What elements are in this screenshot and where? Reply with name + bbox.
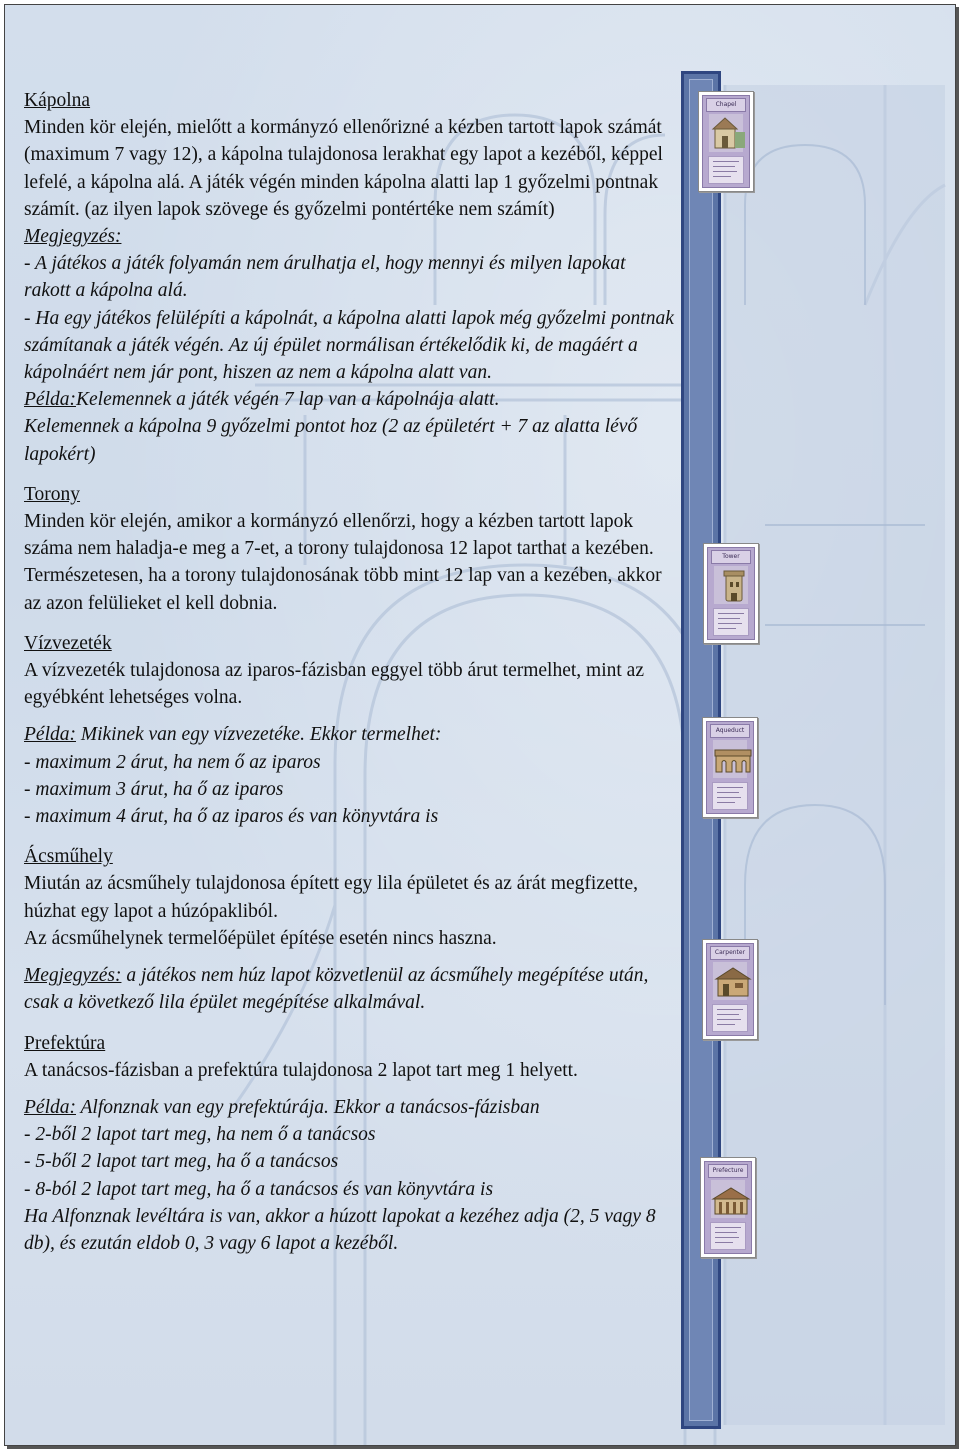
kapolna-note-label: Megjegyzés: — [24, 226, 122, 248]
kapolna-note-2 — [24, 305, 674, 387]
acsmuhely-note-text: a játékos nem húz lapot közvetlenül az ácsműhely megépítése után, csak a következő lila épület megépítése alkalmával. — [24, 965, 649, 1014]
section-title-vizvezetek: Vízvezeték — [24, 632, 112, 654]
prefecture-card — [700, 1157, 756, 1258]
vizvezetek-example-label: Példa: — [24, 724, 76, 746]
page — [4, 4, 956, 1446]
tower-card — [703, 543, 759, 644]
prefektura-item: - 2-ből 2 lapot tart meg, ha nem ő a tanácsos — [24, 1124, 376, 1146]
prefektura-body: A tanácsos-fázisban a prefektúra tulajdonosa 2 lapot tart meg 1 helyett. — [24, 1059, 578, 1081]
torony-body: Minden kör elején, amikor a kormányzó ellenőrzi, hogy a kézben tartott lapok száma nem haladja-e meg a 7-et, a torony tulajdonosa 12 lapot tarthat a kezében. Természetesen, ha a torony tulajdonosának több mint 12 lap van a kezében, akkor az azon felülieket el kell dobnia. — [24, 511, 662, 614]
prefecture-illustration-icon — [711, 1180, 745, 1218]
card-title: Tower — [711, 550, 751, 564]
acsmuhely-body-1: Miután az ácsműhely tulajdonosa épített egy lila épületet és az árát megfizette, húzhat egy lapot a húzópakliból. — [24, 873, 639, 922]
prefektura-example-label: Példa: — [24, 1096, 76, 1118]
section-title-kapolna: Kápolna — [24, 90, 91, 111]
card-title: Carpenter — [710, 946, 750, 960]
vizvezetek-example-text: Mikinek van egy vízvezetéke. — [75, 724, 305, 746]
acsmuhely-note-label: Megjegyzés: — [24, 965, 122, 987]
carpenter-illustration-icon — [713, 962, 747, 1000]
vizvezetek-item: - maximum 3 árut, ha ő az iparos — [24, 778, 284, 800]
kapolna-body: Minden kör elején, mielőtt a kormányzó ellenőrizné a kézben tartott lapok számát (maximum 7 vagy 12), a kápolna tulajdonosa lerakhat egy lapot a kezéből, képpel lefelé, a kápolna alá. A játék végén minden kápolna alatti lap 1 győzelmi pontnak számít. (az ilyen lapok szövege és győzelmi pontértéke nem számít) — [24, 117, 663, 220]
prefektura-example-rest: Ekkor a tanácsos-fázisban — [328, 1096, 540, 1118]
aqueduct-card — [702, 717, 758, 818]
section-title-acsmuhely: Ácsműhely — [24, 846, 113, 868]
kapolna-example-1: Kelemennek a játék végén 7 lap van a kápolnája alatt. — [75, 389, 500, 411]
chapel-card — [698, 91, 754, 192]
card-title: Chapel — [706, 98, 746, 112]
acsmuhely-note — [24, 962, 674, 1016]
tower-illustration-icon — [714, 566, 748, 604]
card-title: Prefecture — [708, 1164, 748, 1178]
kapolna-example-label: Példa: — [24, 389, 76, 411]
prefektura-example-text: Alfonznak van egy prefektúrája. — [75, 1096, 329, 1118]
vizvezetek-example — [24, 721, 674, 748]
kapolna-note-1: - A játékos a játék folyamán nem árulhatja el, hogy mennyi és milyen lapokat rakott a kápolna alá. — [24, 253, 626, 302]
kapolna-example — [24, 386, 674, 413]
vizvezetek-item: - maximum 2 árut, ha nem ő az iparos — [24, 751, 321, 773]
prefektura-item: - 5-ből 2 lapot tart meg, ha ő a tanácsos — [24, 1151, 339, 1173]
prefektura-item: - 8-ból 2 lapot tart meg, ha ő a tanácsos és van könyvtára is — [24, 1178, 494, 1200]
kapolna-example-2: Kelemennek a kápolna 9 győzelmi pontot hoz (2 az épületért + 7 az alatta lévő lapokért) — [24, 416, 638, 465]
section-title-prefektura: Prefektúra — [24, 1032, 106, 1054]
kapolna-note-3-text: Az új épület normálisan értékelődik ki, de magáért a kápolnáért nem jár pont, hiszen az nem a kápolna alatt van. — [24, 334, 638, 384]
chapel-illustration-icon — [709, 114, 743, 152]
card-title: Aqueduct — [710, 724, 750, 738]
aqueduct-illustration-icon — [713, 740, 747, 778]
acsmuhely-body-2: Az ácsműhelynek termelőépület építése esetén nincs haszna. — [24, 927, 497, 949]
prefektura-example — [24, 1094, 674, 1121]
kapolna-note-2-text: - Ha egy játékos felülépíti a kápolnát, a kápolna alatti lapok még győzelmi pontnak számítanak a játék végén. — [24, 307, 674, 356]
carpenter-card — [702, 939, 758, 1040]
prefektura-closing: Ha Alfonznak levéltára is van, akkor a húzott lapokat a kezéhez adja (2, 5 vagy 8 db), és ezután eldob 0, 3 vagy 6 lapot a kezéből. — [24, 1205, 656, 1254]
vizvezetek-item: - maximum 4 árut, ha ő az iparos és van könyvtára is — [24, 806, 439, 828]
vizvezetek-example-rest: Ekkor termelhet: — [304, 724, 442, 746]
section-title-torony: Torony — [24, 483, 81, 505]
rules-text-column — [24, 87, 674, 1257]
vizvezetek-body: A vízvezeték tulajdonosa az iparos-fázisban eggyel több árut termelhet, mint az egyébként lehetséges volna. — [24, 660, 644, 709]
